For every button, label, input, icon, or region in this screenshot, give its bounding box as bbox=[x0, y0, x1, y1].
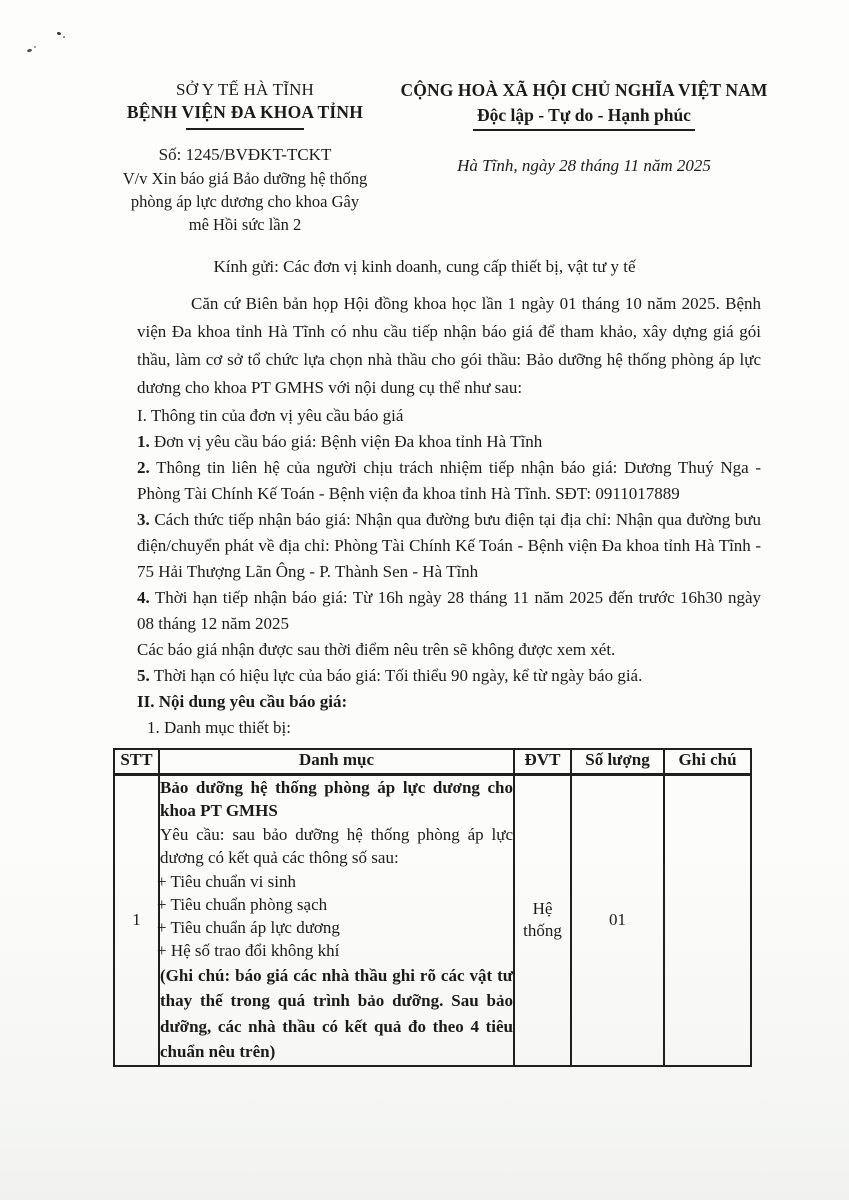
section-ii-title: II. Nội dung yêu cầu báo giá: bbox=[137, 692, 348, 711]
cell-stt: 1 bbox=[114, 774, 159, 1066]
col-header-dvt: ĐVT bbox=[514, 749, 571, 774]
intro-paragraph: Căn cứ Biên bản họp Hội đồng khoa học lần 1 ngày 01 tháng 10 năm 2025. Bệnh viện Đa khoa tỉnh Hà Tĩnh có nhu cầu tiếp nhận báo giá để tham khảo, xây dựng giá gói thầu, làm cơ sở tổ chức lựa chọn nhà thầu cho gói thầu: Bảo dưỡng hệ thống phòng áp lực dương cho khoa PT GMHS với nội dung cụ thể như sau: bbox=[137, 294, 761, 397]
scan-speck bbox=[63, 36, 65, 38]
item-3-number: 3. bbox=[137, 510, 150, 529]
letter-header bbox=[0, 0, 849, 236]
spec-item: + Tiêu chuẩn áp lực dương bbox=[157, 917, 340, 937]
col-header-stt: STT bbox=[114, 749, 159, 774]
issuer-organization: BỆNH VIỆN ĐA KHOA TỈNH bbox=[126, 102, 364, 122]
item-1-number: 1. bbox=[137, 432, 150, 451]
equipment-table bbox=[113, 748, 752, 1067]
document-number: Số: 1245/BVĐKT-TCKT bbox=[158, 145, 332, 164]
cell-dvt bbox=[514, 774, 571, 1066]
item-2-number: 2. bbox=[137, 458, 150, 477]
service-title: Bảo dưỡng hệ thống phòng áp lực dương cho khoa PT GMHS bbox=[160, 777, 513, 820]
header-row bbox=[114, 749, 751, 774]
table-row bbox=[114, 774, 751, 1066]
item-4-text: Thời hạn tiếp nhận báo giá: Từ 16h ngày 28 tháng 11 năm 2025 đến trước 16h30 ngày 08 tháng 12 năm 2025 bbox=[137, 588, 761, 633]
section-i-title: I. Thông tin của đơn vị yêu cầu báo giá bbox=[137, 406, 404, 425]
date-line: Hà Tĩnh, ngày 28 tháng 11 năm 2025 bbox=[457, 156, 711, 175]
item-1-text: Đơn vị yêu cầu báo giá: Bệnh viện Đa khoa tỉnh Hà Tĩnh bbox=[149, 432, 543, 451]
service-requirement: Yêu cầu: sau bảo dưỡng hệ thống phòng áp lực dương có kết quả các thông số sau: bbox=[160, 824, 513, 867]
cell-ghi-chu bbox=[664, 774, 751, 1066]
col-header-so-luong: Số lượng bbox=[571, 749, 664, 774]
item-5-text: Thời hạn có hiệu lực của báo giá: Tối thiểu 90 ngày, kể từ ngày báo giá. bbox=[149, 666, 643, 685]
item-5 bbox=[137, 663, 761, 689]
item-3-text: Cách thức tiếp nhận báo giá: Nhận qua đường bưu điện tại địa chỉ: Nhận qua đường bưu điện/chuyển phát về địa chỉ: Phòng Tài Chính Kế Toán - Bệnh viện Đa khoa tỉnh Hà Tĩnh - 75 Hải Thượng Lãn Ông - P. Thành Sen - Hà Tĩnh bbox=[137, 510, 761, 581]
national-motto: Độc lập - Tự do - Hạnh phúc bbox=[473, 105, 695, 131]
late-quote-note: Các báo giá nhận được sau thời điểm nêu trên sẽ không được xem xét. bbox=[137, 640, 616, 659]
item-4 bbox=[137, 585, 761, 637]
item-3 bbox=[137, 507, 761, 585]
issuer-department: SỞ Y TẾ HÀ TĨNH bbox=[175, 80, 315, 99]
item-4-number: 4. bbox=[137, 588, 150, 607]
col-header-danh-muc: Danh mục bbox=[159, 749, 514, 774]
item-1 bbox=[137, 429, 761, 455]
col-header-ghi-chu: Ghi chú bbox=[664, 749, 751, 774]
cell-danh-muc bbox=[159, 774, 514, 1066]
scan-speck bbox=[34, 46, 36, 48]
unit-value: Hệ thống bbox=[523, 899, 562, 940]
national-motto-wrap bbox=[395, 101, 773, 131]
spec-item: + Hệ số trao đổi không khí bbox=[157, 940, 340, 960]
item-2 bbox=[137, 455, 761, 507]
section-ii-sub-item: 1. Danh mục thiết bị: bbox=[147, 718, 292, 737]
issuer-underline bbox=[186, 128, 304, 130]
cell-so-luong: 01 bbox=[571, 774, 664, 1066]
letter-body bbox=[120, 290, 761, 1067]
item-5-number: 5. bbox=[137, 666, 150, 685]
national-title: CỘNG HOÀ XÃ HỘI CHỦ NGHĨA VIỆT NAM bbox=[400, 80, 768, 100]
national-header-block bbox=[395, 80, 773, 236]
salutation-line: Kính gửi: Các đơn vị kinh doanh, cung cấp thiết bị, vật tư y tế bbox=[213, 257, 636, 276]
document-subject: V/v Xin báo giá Bảo dưỡng hệ thống phòng áp lực dương cho khoa Gây mê Hồi sức lần 2 bbox=[122, 169, 368, 234]
spec-item: + Tiêu chuẩn vi sinh bbox=[157, 871, 296, 891]
issuer-block bbox=[95, 80, 395, 236]
item-2-text: Thông tin liên hệ của người chịu trách nhiệm tiếp nhận báo giá: Dương Thuý Nga - Phòng Tài Chính Kế Toán - Bệnh viện đa khoa tỉnh Hà Tĩnh. SĐT: 0911017889 bbox=[137, 458, 761, 503]
service-note: (Ghi chú: báo giá các nhà thầu ghi rõ các vật tư thay thế trong quá trình bảo dưỡng. Sau bảo dưỡng, các nhà thầu có kết quả đo theo 4 tiêu chuẩn nêu trên) bbox=[160, 965, 513, 1061]
spec-item: + Tiêu chuẩn phòng sạch bbox=[157, 894, 328, 914]
equipment-table-header bbox=[114, 749, 751, 774]
